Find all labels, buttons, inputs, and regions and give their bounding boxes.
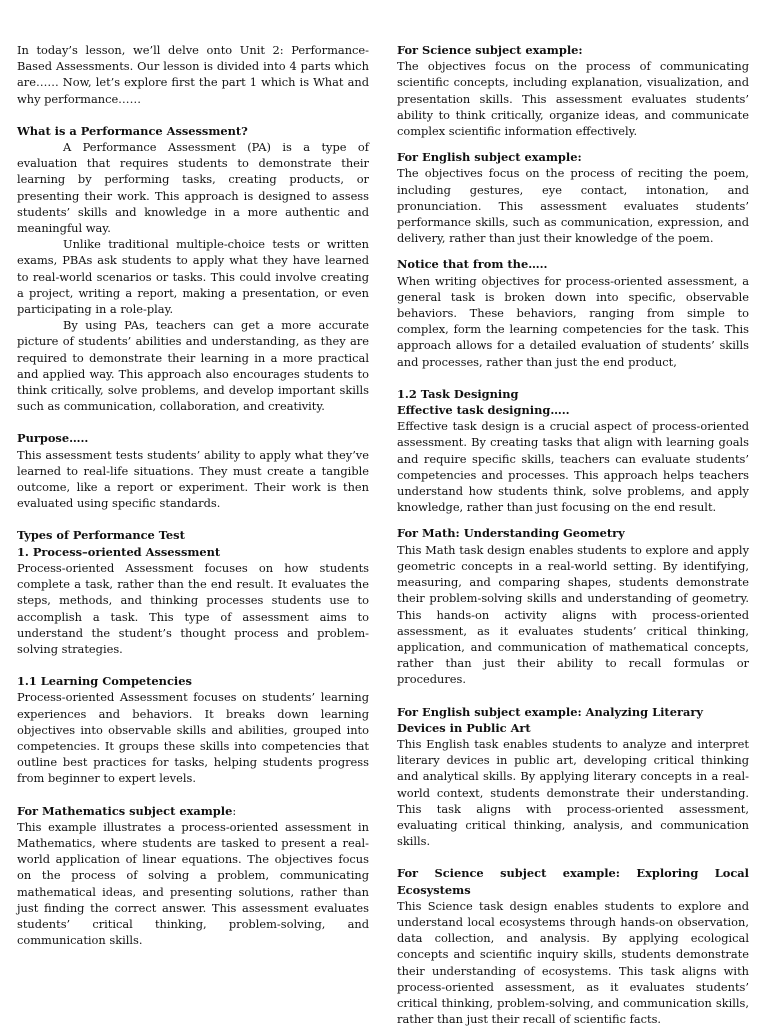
intro-paragraph: In today’s lesson, we’ll delve onto Unit 2: Performance-Based Assessments. Our lesson is divided into 4 parts which are…… Now, let’s explore first the part 1 which is What and why performance…… — [17, 43, 369, 106]
purpose-paragraph: This assessment tests students’ ability to apply what they’ve learned to real-life situations. They must create a tangible outcome, like a report or experiment. Their work is then evaluated using specific standards. — [17, 447, 369, 511]
task-designing-paragraph: Effective task design is a crucial aspect of process-oriented assessment. By creating tasks that align with learning goals and require specific skills, teachers can evaluate students’ competencies and processes. This approach helps teachers understand how students think, solve problems, and apply knowledge, rather than just focusing on the end result. — [397, 419, 749, 515]
types-heading: Types of Performance Test — [17, 528, 185, 543]
math-example-heading-line — [17, 803, 369, 819]
what-is-pa-heading: What is a Performance Assessment? — [17, 123, 248, 138]
purpose-heading: Purpose….. — [17, 431, 89, 446]
ecosystem-example-paragraph: This Science task design enables students to explore and understand local ecosystems through hands-on observation, data collection, and analysis. By applying ecological concepts and scientific inquiry skills, students demonstrate their understanding of ecosystems. This task aligns with process-oriented assessment, as it evaluates students’ critical thinking, problem-solving, and communication skills, rather than just their recall of scientific facts. — [397, 898, 749, 1027]
science-example-paragraph: The objectives focus on the process of communicating scientific concepts, including explanation, visualization, and presentation skills. This assessment evaluates students’ ability to think critically, organize ideas, and communicate complex scientific information effectively. — [397, 59, 749, 139]
geometry-example-paragraph: This Math task design enables students to explore and apply geometric concepts in a real-world setting. By identifying, measuring, and comparing shapes, students demonstrate their problem-solving skills and understanding of geometry. This hands-on activity aligns with process-oriented assessment, as it evaluates students’ critical thinking, application, and communication of mathematical concepts, rather than just their ability to recall formulas or procedures. — [397, 542, 749, 687]
english-example-heading: For English subject example: — [397, 150, 582, 165]
task-designing-heading: 1.2 Task Designing — [397, 386, 519, 401]
geometry-example-heading: For Math: Understanding Geometry — [397, 526, 625, 541]
learning-competencies-heading: 1.1 Learning Competencies — [17, 674, 192, 689]
what-is-pa-paragraph-1: A Performance Assessment (PA) is a type of evaluation that requires students to demonstrate their learning by performing tasks, creating products, or presenting their work. This approach is designed to assess students’ skills and knowledge in a more authentic and meaningful way. — [17, 140, 369, 236]
process-oriented-paragraph: Process-oriented Assessment focuses on how students complete a task, rather than the end result. It evaluates the steps, methods, and thinking processes students use to accomplish a task. This type of assessment aims to understand the student’s thought process and problem-solving strategies. — [17, 560, 369, 656]
what-is-pa-paragraph-2: Unlike traditional multiple-choice tests or written exams, PBAs ask students to apply what they have learned to real-world scenarios or tasks. This could involve creating a project, writing a report, making a presentation, or even participating in a role-play. — [17, 237, 369, 317]
what-is-pa-paragraph-3: By using PAs, teachers can get a more accurate picture of students’ abilities and understanding, as they are required to demonstrate their learning in a more practical and applied way. This approach also encourages students to think critically, solve problems, and develop important skills such as communication, collaboration, and creativity. — [17, 318, 369, 414]
notice-paragraph: When writing objectives for process-oriented assessment, a general task is broken down into specific, observable behaviors. These behaviors, ranging from simple to complex, form the learning competencies for the task. This approach allows for a detailed evaluation of students’ skills and processes, rather than just the end product, — [397, 273, 749, 369]
notice-heading: Notice that from the….. — [397, 257, 548, 272]
literary-example-heading: For English subject example: Analyzing Literary Devices in Public Art — [397, 704, 703, 735]
english-example-paragraph: The objectives focus on the process of reciting the poem, including gestures, eye contact, intonation, and pronunciation. This assessment evaluates students’ performance skills, such as communication, expression, and delivery, rather than just their knowledge of the poem. — [397, 166, 749, 246]
left-column — [17, 42, 369, 948]
ecosystem-example-heading: For Science subject example: Exploring Local Ecosystems — [397, 866, 749, 897]
process-oriented-heading: 1. Process–oriented Assessment — [17, 544, 221, 559]
right-column — [397, 42, 749, 1027]
math-example-colon: : — [232, 803, 237, 818]
literary-example-paragraph: This English task enables students to analyze and interpret literary devices in public art, developing critical thinking and analytical skills. By applying literary concepts in a real-world context, students demonstrate their understanding. This task aligns with process-oriented assessment, evaluating critical thinking, analysis, and communication skills. — [397, 736, 749, 849]
science-example-heading: For Science subject example: — [397, 43, 583, 57]
task-designing-subheading: Effective task designing….. — [397, 403, 570, 418]
learning-competencies-paragraph: Process-oriented Assessment focuses on students’ learning experiences and behaviors. It breaks down learning objectives into observable skills and abilities, grouped into competencies. It groups these skills into competencies that outline best practices for tasks, helping students progress from beginner to expert levels. — [17, 690, 369, 786]
math-example-heading: For Mathematics subject example — [17, 803, 233, 818]
math-example-paragraph: This example illustrates a process-oriented assessment in Mathematics, where students are tasked to present a real-world application of linear equations. The objectives focus on the process of solving a problem, communicating mathematical ideas, and presenting solutions, rather than just finding the correct answer. This assessment evaluates students’ critical thinking, problem-solving, and communication skills. — [17, 819, 369, 948]
